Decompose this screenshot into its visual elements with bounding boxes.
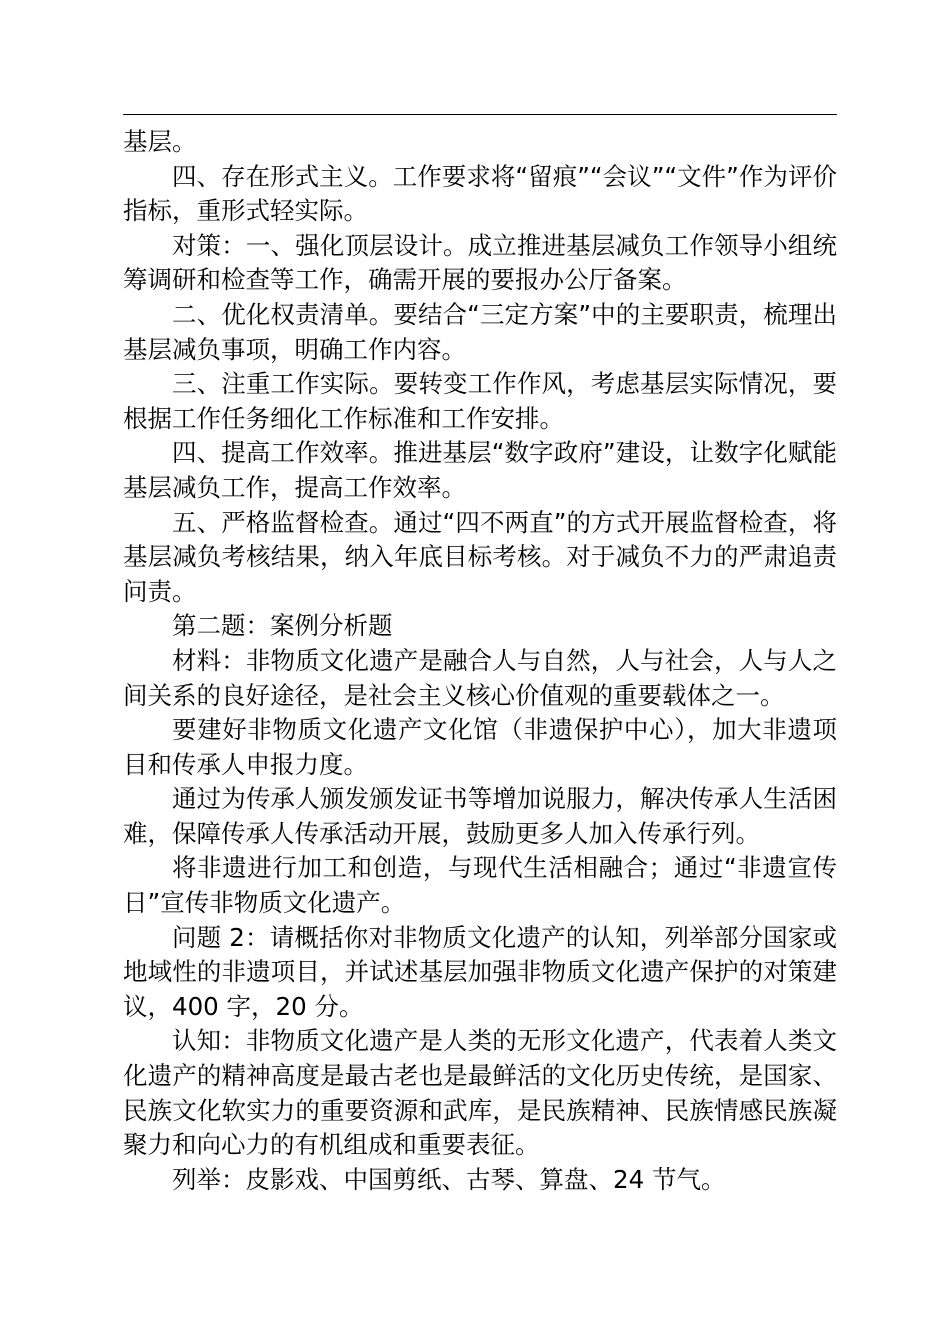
paragraph-continuation: 基层。	[123, 127, 197, 156]
paragraph-understanding: 认知：非物质文化遗产是人类的无形文化遗产，代表着人类文化遗产的精神高度是最古老也是最鲜活的文化历史传统，是国家、民族文化软实力的重要资源和武库，是民族精神、民族情感民族凝聚力和向心力的有机组成和重要表征。	[123, 1026, 837, 1160]
section-heading-question-2: 第二题：案例分析题	[172, 611, 393, 641]
paragraph-formalism-issue: 四、存在形式主义。工作要求将“留痕”“会议”“文件”作为评价指标，重形式轻实际。	[123, 161, 837, 226]
header-rule	[123, 114, 837, 115]
paragraph-innovation: 将非遗进行加工和创造，与现代生活相融合；通过“非遗宣传日”宣传非物质文化遗产。	[123, 853, 837, 918]
paragraph-question-2: 问题 2：请概括你对非物质文化遗产的认知，列举部分国家或地域性的非遗项目，并试述基层加强非物质文化遗产保护的对策建议，400 字，20 分。	[123, 922, 837, 1021]
paragraph-countermeasure-4: 四、提高工作效率。推进基层“数字政府”建设，让数字化赋能基层减负工作，提高工作效率。	[123, 438, 837, 502]
paragraph-material: 材料：非物质文化遗产是融合人与自然，人与社会，人与人之间关系的良好途径，是社会主义核心价值观的重要载体之一。	[123, 645, 837, 710]
paragraph-countermeasure-3: 三、注重工作实际。要转变工作作风，考虑基层实际情况，要根据工作任务细化工作标准和工作安排。	[123, 369, 837, 433]
paragraph-examples: 列举：皮影戏、中国剪纸、古琴、算盘、24 节气。	[172, 1164, 726, 1194]
paragraph-countermeasure-2: 二、优化权责清单。要结合“三定方案”中的主要职责，梳理出基层减负事项，明确工作内容。	[123, 299, 837, 364]
document-body	[123, 125, 837, 1197]
paragraph-culture-center: 要建好非物质文化遗产文化馆（非遗保护中心），加大非遗项目和传承人申报力度。	[123, 715, 837, 779]
paragraph-countermeasure-5: 五、严格监督检查。通过“四不两直”的方式开展监督检查，将基层减负考核结果，纳入年底目标考核。对于减负不力的严肃追责问责。	[123, 507, 837, 606]
paragraph-countermeasure-1: 对策：一、强化顶层设计。成立推进基层减负工作领导小组统筹调研和检查等工作，确需开展的要报办公厅备案。	[123, 230, 837, 295]
paragraph-inheritors: 通过为传承人颁发颁发证书等增加说服力，解决传承人生活困难，保障传承人传承活动开展，鼓励更多人加入传承行列。	[123, 784, 837, 848]
